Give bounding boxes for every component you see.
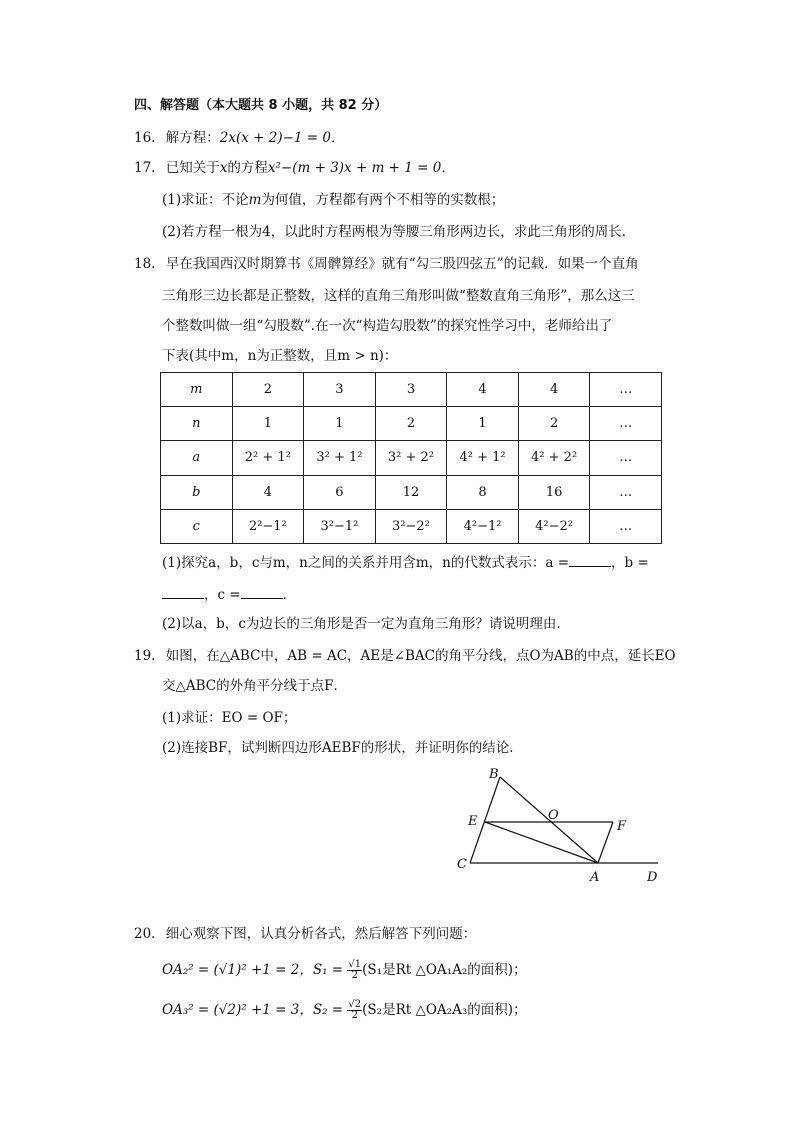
segment-ea [485, 822, 598, 863]
table-cell: 8 [447, 475, 519, 509]
question-19-part-2: (2)连接BF，试判断四边形AEBF的形状，并证明你的结论． [162, 740, 523, 756]
geometry-figure [450, 762, 665, 887]
table-cell: … [590, 475, 662, 509]
table-cell: 3 [304, 373, 376, 407]
fraction: $\frac{√1}{2}$ [348, 959, 362, 981]
table-row-header: c [161, 509, 233, 543]
table-cell: 4² + 1² [447, 441, 519, 475]
question-number: 19. [134, 648, 156, 664]
table-cell: 2 [518, 407, 590, 441]
question-prefix: 解方程： [165, 130, 220, 146]
table-row [161, 509, 662, 543]
part-text: (1)探究a，b，c与m，n之间的关系并用含m，n的代数式表示：a = [162, 555, 570, 571]
question-18-part-2: (2)以a，b，c为边长的三角形是否一定为直角三角形？请说明理由． [162, 616, 570, 632]
part-text: ，c = [204, 587, 241, 603]
table-row [161, 441, 662, 475]
table-cell: … [590, 373, 662, 407]
table-cell: 3² + 2² [375, 441, 447, 475]
answer-blank-a[interactable] [569, 552, 611, 567]
question-18-part-1 [162, 552, 649, 573]
table-cell: … [590, 407, 662, 441]
table-cell: 4²−2² [518, 509, 590, 543]
table-cell: 12 [375, 475, 447, 509]
pythagorean-table [160, 372, 662, 544]
table-cell: 16 [518, 475, 590, 509]
equation-note: (S₁是Rt △OA₁A₂的面积)； [362, 962, 527, 978]
table-cell: 4²−1² [447, 509, 519, 543]
table-row [161, 373, 662, 407]
question-number: 17. [134, 160, 156, 176]
stem-text: 细心观察下图，认真分析各式，然后解答下列问题： [165, 926, 477, 942]
table-cell: 4 [447, 373, 519, 407]
label-o: O [548, 808, 559, 823]
variable: m [248, 192, 262, 208]
question-20-eq-2 [162, 1000, 527, 1021]
question-number: 16. [134, 130, 156, 146]
section-header: 四、解答题（本大题共 8 小题，共 82 分） [134, 98, 388, 113]
label-c: C [457, 857, 467, 872]
table-row-header: n [161, 407, 233, 441]
question-18-line-2: 三角形三边长都是正整数，这样的直角三角形叫做“整数直角三角形”，那么这三 [162, 288, 635, 304]
table-cell: 1 [232, 407, 304, 441]
table-cell: 4 [518, 373, 590, 407]
table-cell: … [590, 509, 662, 543]
stem-text: 的方程 [227, 160, 268, 176]
table-row-header: a [161, 441, 233, 475]
table-row-header: m [161, 373, 233, 407]
table-cell: 4 [232, 475, 304, 509]
table-cell: … [590, 441, 662, 475]
question-number: 18. [134, 256, 156, 272]
answer-blank-c[interactable] [241, 584, 283, 599]
question-18-line-1 [134, 254, 639, 274]
table-row [161, 407, 662, 441]
question-20-eq-1 [162, 960, 527, 981]
table-cell: 3² + 1² [304, 441, 376, 475]
question-17 [134, 158, 455, 178]
table-cell: 3 [375, 373, 447, 407]
question-17-part-2: (2)若方程一根为4，以此时方程两根为等腰三角形两边长，求此三角形的周长． [162, 224, 636, 240]
question-18-line-3: 个整数叫做一组“勾股数”.在一次“构造勾股数”的探究性学习中，老师给出了 [162, 318, 613, 334]
table-cell: 3²−2² [375, 509, 447, 543]
question-18-line-4: 下表(其中m，n为正整数，且m > n)： [162, 348, 398, 364]
question-17-part-1 [162, 190, 504, 210]
equation-note: (S₂是Rt △OA₂A₃的面积)； [362, 1002, 527, 1018]
question-16 [134, 128, 345, 148]
fraction: $\frac{√2}{2}$ [348, 999, 362, 1021]
question-19-line-2: 交△ABC的外角平分线于点F． [162, 678, 347, 694]
table-cell: 2² + 1² [232, 441, 304, 475]
part-text: (1)求证：不论 [162, 192, 249, 208]
label-f: F [617, 819, 627, 834]
table-row-header: b [161, 475, 233, 509]
table-cell: 6 [304, 475, 376, 509]
table-cell: 4² + 2² [518, 441, 590, 475]
part-text: ，b = [611, 555, 649, 571]
equation: OA₂² = (√1)² +1 = 2，S₁ = [162, 962, 344, 978]
question-19-line-1 [134, 646, 676, 666]
part-text: 为何值，方程都有两个不相等的实数根； [261, 192, 505, 208]
question-18-part-1-cont [162, 584, 296, 605]
variable: x [219, 160, 228, 176]
label-d: D [647, 870, 658, 885]
label-b: B [489, 767, 499, 782]
label-a: A [590, 870, 600, 885]
part-text: ． [282, 587, 297, 603]
equation: OA₃² = (√2)² +1 = 3，S₂ = [162, 1002, 344, 1018]
segment-fa [598, 822, 613, 863]
stem-text: 如图，在△ABC中，AB = AC，AE是∠BAC的角平分线，点O为AB的中点，延长EO [165, 648, 676, 664]
table-cell: 2 [232, 373, 304, 407]
question-19-part-1: (1)求证：EO = OF； [162, 710, 297, 726]
stem-text: 早在我国西汉时期算书《周髀算经》就有“勾三股四弦五”的记载．如果一个直角 [165, 256, 639, 272]
label-e: E [468, 814, 478, 829]
equation: 2x(x + 2)−1 = 0． [219, 130, 345, 146]
equation: x²−(m + 3)x + m + 1 = 0． [267, 160, 455, 176]
question-number: 20. [134, 926, 156, 942]
table-row [161, 475, 662, 509]
table-cell: 2²−1² [232, 509, 304, 543]
table-cell: 3²−1² [304, 509, 376, 543]
table-cell: 2 [375, 407, 447, 441]
table-cell: 1 [304, 407, 376, 441]
answer-blank-b[interactable] [162, 584, 204, 599]
question-20 [134, 924, 476, 944]
stem-text: 已知关于 [165, 160, 220, 176]
table-cell: 1 [447, 407, 519, 441]
